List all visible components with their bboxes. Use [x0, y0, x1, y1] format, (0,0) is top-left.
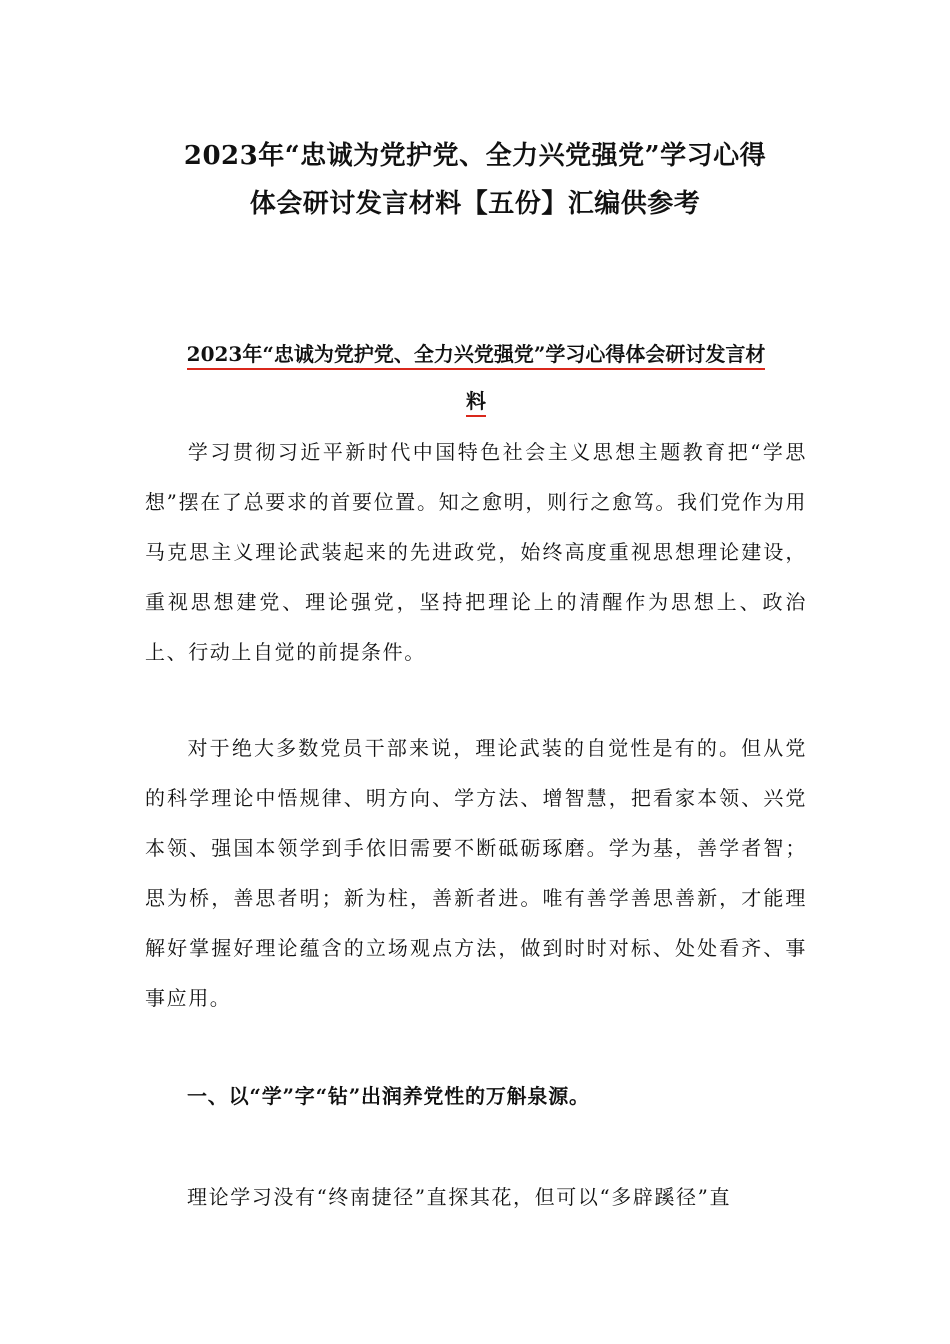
article-heading-line2	[145, 386, 807, 416]
body-paragraph-3-text: 理论学习没有“终南捷径”直探其花，但可以“多辟蹊径”直	[187, 1185, 732, 1209]
body-paragraph-2	[145, 723, 807, 1023]
document-title-line1: 2023年“忠诚为党护党、全力兴党强党”学习心得	[183, 141, 767, 171]
body-paragraph-2-text: 对于绝大多数党员干部来说，理论武装的自觉性是有的。但从党的科学理论中悟规律、明方向、学方法、增智慧，把看家本领、兴党本领、强国本领学到手依旧需要不断砥砺琢磨。学为基，善学者智；思为桥，善思者明；新为柱，善新者进。唯有善学善思善新，才能理解好掌握好理论蕴含的立场观点方法，做到时时对标、处处看齐、事事应用。	[145, 736, 807, 1010]
article-heading-text-2: 料	[466, 389, 486, 417]
document-title-line2: 体会研讨发言材料【五份】汇编供参考	[249, 189, 701, 219]
body-paragraph-3	[145, 1172, 807, 1222]
section-heading-1: 一、以“学”字“钻”出润养党性的万斛泉源。	[187, 1084, 590, 1108]
article-heading-text-1: 2023年“忠诚为党护党、全力兴党强党”学习心得体会研讨发言材	[187, 342, 766, 370]
body-paragraph-1	[145, 427, 807, 677]
body-paragraph-1-text: 学习贯彻习近平新时代中国特色社会主义思想主题教育把“学思想”摆在了总要求的首要位置。知之愈明，则行之愈笃。我们党作为用马克思主义理论武装起来的先进政党，始终高度重视思想理论建设，重视思想建党、理论强党，坚持把理论上的清醒作为思想上、政治上、行动上自觉的前提条件。	[145, 440, 807, 664]
article-heading-line1	[145, 339, 807, 369]
